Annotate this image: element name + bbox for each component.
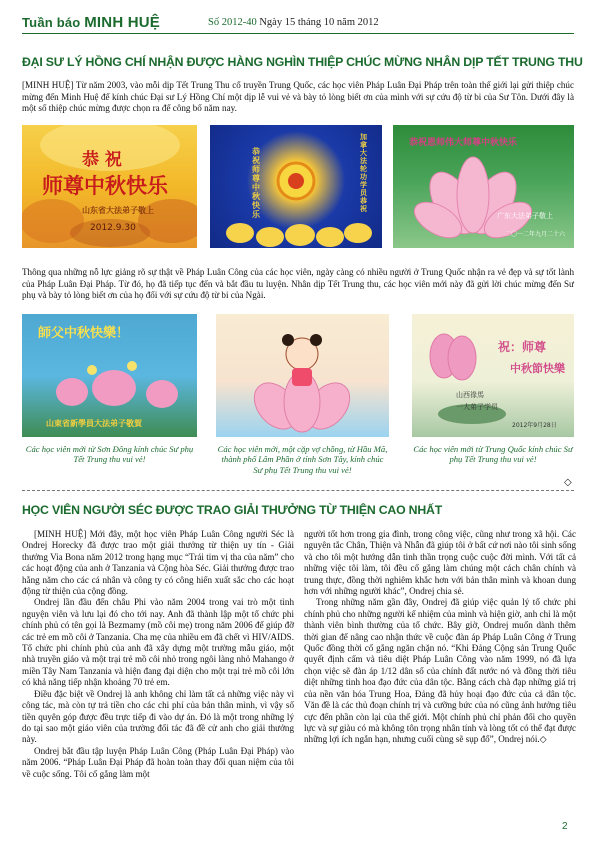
card4-signature: 山東省新學員大法弟子敬賀 <box>46 419 142 428</box>
card3-date: 二〇一二年九月二十六 <box>505 231 566 238</box>
article2-paragraph <box>304 597 576 745</box>
card3-signature: 广东大法弟子敬上 <box>497 212 553 220</box>
brand-big: MINH HUỆ <box>84 14 160 31</box>
greeting-card-image-3 <box>393 125 574 248</box>
card2-greeting: 恭祝师尊中秋快乐 <box>252 147 260 219</box>
article2-left-column <box>22 529 294 780</box>
card6-heading: 祝：师尊 <box>498 340 547 354</box>
card6-location: 山西祿馬 <box>456 391 484 399</box>
article2-paragraph: Ondrej lần đầu đến châu Phi vào năm 2004 trong vai trò một tình nguyện viên và lưu lại đó cho tới nay. Anh đã thành lập một tổ chức phi chính phủ có tên gọi là Bezmamy (mồ côi mẹ) trong năm 2006 để giúp đỡ các trẻ em mồ côi ở Tanzania. Cha mẹ của nhiều em đã chết vì HIV/AIDS. Tổ chức phi chính phủ của anh đã xây dựng một trường mẫu giáo, một nhà truyền giáo và một trại trẻ mồ côi nhỏ trong ngôi làng nhỏ Mahango ở miền Tây Nam Tanzania và hiện đang đại diện cho một trại trẻ mồ côi lớn có khả năng tiếp nhận khoảng 70 trẻ em. <box>22 597 294 688</box>
article2-paragraph: Điều đặc biệt về Ondrej là anh không chỉ làm tất cả những việc này vì công tác, mà còn tự trả tiền cho các chi phí của bản thân mình, vì vậy số tiền quyên góp được đều trực tiếp đi vào dự án. Đó là một trong những lý do tại sao một giáo viên của trường đối tác đã đề cử anh cho giải thưởng này. <box>22 688 294 745</box>
greeting-card-image-2 <box>210 125 382 248</box>
article2-paragraph-text: Trong những năm gần đây, Ondrej đã giúp việc quản lý tổ chức phi chính phủ cho những người kế nhiệm của mình và hiện giờ, anh chỉ là một thành viên bình thường của tổ chức. Bây giờ, Ondrej muốn dành thêm thời gian để nâng cao nhận thức về cuộc đàn áp Pháp Luân Công ở Trung Quốc đồng thời cố gắng ngăn chặn nó. “Khi Đảng Cộng sản Trung Quốc quyết định cấm và tiêu diệt Pháp Luân Công vào năm 1999, nó đã lựa chọn việc sẽ đàn áp 1/12 dân số của chính đất nước nó và đồng thời tiêu diệt những tinh hoa đạo đức của dân tộc. Bằng cách chà đạp những giá trị của nền văn hóa Trung Hoa, Đảng đã hủy hoại đạo đức của cả dân tộc. Văn đề là các thủ đoạn chính trị và cưỡng bức của nó cũng ảnh hưởng tiêu cực đến phần còn lại của thế giới. Một chính phủ chỉ phản đối cho quyền lực và sự giàu có mà không tôn trọng nhân tính và lòng tốt có thể đạt được những lợi ích ngắn hạn, nhưng cuối cùng sẽ sụp đổ”, Ondrej nói. <box>304 597 576 745</box>
article1-end-mark: ◇ <box>564 477 572 488</box>
article2-right-column <box>304 529 576 746</box>
card4-greeting: 師父中秋快樂！ <box>38 326 130 341</box>
article2-paragraph: [MINH HUỆ] Mới đây, một học viên Pháp Luân Công người Séc là Ondrej Horecky đã được trao một giải thưởng từ thiện uy tín - Giải thưởng Via Bona năm 2012 trong hạng mục “Trái tim vị tha của năm” cho các hoạt động của anh ở Tanzania và Cộng hòa Séc. Giải thưởng được trao hằng năm cho các cá nhân và công ty có công hiến xuất sắc cho các hoạt động từ thiện của cộng đồng. <box>22 529 294 597</box>
issue-number: 2012-40 <box>221 17 257 28</box>
article1-title: ĐẠI SƯ LÝ HỒNG CHÍ NHẬN ĐƯỢC HÀNG NGHÌN THIỆP CHÚC MỪNG NHÂN DỊP TẾT TRUNG THU <box>22 55 583 69</box>
article2-paragraph: người tốt hơn trong gia đình, trong công việc, cũng như trong xã hội. Các nguyên tắc Chân, Thiện và Nhẫn đã giúp tôi ở bất cứ nơi nào tôi sinh sống và cho tôi một hướng dẫn tinh thần trọng cuộc cuộc đời mình. Với tất cả những việc tôi làm, tôi đều cố gắng làm chúng một cách chân chính và trung thực, đồng thời nghiêm khắc hơn với bản thân mình và khoan dung hơn với những người khác”, Ondrej chia sẻ. <box>304 529 576 597</box>
article-separator <box>22 490 574 491</box>
falun-emblem-icon <box>210 125 382 248</box>
child-on-lotus-icon <box>216 314 389 437</box>
article2-end-mark: ◇ <box>539 734 547 745</box>
card6-date: 2012年9月28日 <box>512 422 557 429</box>
image-caption-3: Các học viên mới từ Trung Quốc kính chúc Sư phụ Tết Trung thu vui vẻ! <box>413 444 573 465</box>
issue-info <box>208 17 379 28</box>
card2-signature: 加拿大法轮功学员恭祝 <box>360 133 367 213</box>
image-caption-2: Các học viên mới, một cặp vợ chồng, từ Hầu Mã, thành phố Lâm Phần ở tỉnh Sơn Tây, kính chúc Sư phụ Tết Trung thu vui vẻ! <box>217 444 388 475</box>
article1-paragraph-2: Thông qua những nỗ lực giảng rõ sự thật về Pháp Luân Công của các học viên, ngày càng có nhiều người ở Trung Quốc nhận ra vẻ đẹp và sự tốt lành của Pháp Luân Đại Pháp. Từ đó, họ đã tiếp tục đến và bắt đầu tu luyện. Nhân dịp Tết Trung thu, các học viên mới này đã gửi lời chúc mừng đến Sư phụ và bày tỏ lòng biết ơn của họ đối với sự cứu độ từ bi của Ngài. <box>22 267 574 300</box>
greeting-card-image-4 <box>22 314 197 437</box>
card1-heading: 恭 祝 <box>82 150 122 170</box>
card1-signature: 山东省大法弟子敬上 <box>82 206 154 215</box>
card1-greeting: 师尊中秋快乐 <box>42 174 168 198</box>
article1-paragraph-1: [MINH HUỆ] Từ năm 2003, vào mỗi dịp Tết Trung Thu cổ truyền Trung Quốc, các học viên Pháp Luân Đại Pháp trên toàn thế giới lại gửi thiệp chúc mừng đến Minh Huệ để kính chúc Đại sư Lý Hồng Chí một dịp lễ vui vẻ và bày tỏ lòng biết ơn của mình với sự cứu độ từ bi của Sư Tôn. Dưới đây là một số thiệp chúc mừng được chọn ra để công bố năm nay. <box>22 80 574 113</box>
article2-title: HỌC VIÊN NGƯỜI SÉC ĐƯỢC TRAO GIẢI THƯỞNG TỪ THIỆN CAO NHẤT <box>22 503 443 517</box>
greeting-card-image-1 <box>22 125 197 248</box>
card6-greeting: 中秋節快樂 <box>510 362 565 375</box>
issue-label: Số <box>208 17 220 28</box>
card6-sender: 一大弟子学员 <box>456 403 498 411</box>
card3-greeting: 恭祝恩师伟大师尊中秋快乐 <box>409 138 518 148</box>
image-caption-1: Các học viên mới từ Sơn Đông kính chúc Sư phụ Tết Trung thu vui vẻ! <box>25 444 194 465</box>
header-rule <box>22 33 574 34</box>
page-number: 2 <box>562 821 568 832</box>
greeting-card-image-6 <box>412 314 574 437</box>
greeting-card-image-5 <box>216 314 389 437</box>
masthead <box>22 12 574 34</box>
card1-date: 2012.9.30 <box>90 223 136 233</box>
publication-name <box>22 14 160 31</box>
article2-paragraph: Ondrej bắt đầu tập luyện Pháp Luân Công (Pháp Luân Đại Pháp) vào năm 2006. “Pháp Luân Đại Pháp đã hoàn toàn thay đổi quan niệm của tôi về cuộc sống. Tôi cố gắng làm một <box>22 745 294 779</box>
brand-small: Tuần báo <box>22 15 81 30</box>
issue-date: Ngày 15 tháng 10 năm 2012 <box>259 17 379 28</box>
